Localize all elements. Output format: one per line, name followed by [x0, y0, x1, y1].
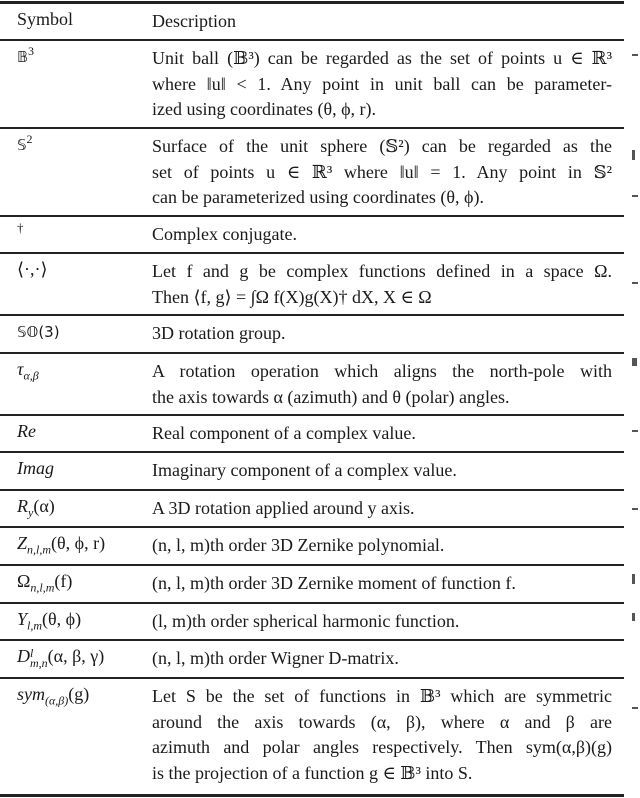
header-rule — [0, 39, 624, 41]
row-rule — [0, 352, 624, 354]
row-rule — [0, 314, 624, 316]
symbol-cell: Imag — [17, 458, 54, 478]
symbol-cell: Re — [17, 421, 36, 441]
description-cell: Let S be the set of functions in 𝔹³ which are symmetric around the axis towards (α, β), where α and β are azimuth and polar angles respectively. Then sym(α,β)(g) is the projection of a function g ∈ 𝔹³ into S. — [152, 686, 612, 783]
bottom-rule — [0, 794, 624, 797]
row-rule — [0, 602, 624, 604]
symbol-cell: $Z_{n,l,m}(\theta$, ϕ, r) — [17, 533, 106, 557]
cropped-text-fragment — [632, 358, 637, 366]
symbol-cell: $R_y(\alpha)$ — [17, 496, 55, 520]
row-rule — [0, 526, 624, 528]
cropped-text-fragment — [632, 430, 638, 432]
symbol-cell: 𝔹$^3$ — [17, 44, 34, 66]
symbol-cell: $\tau_{\alpha,\beta}$ — [17, 359, 39, 383]
row-rule — [0, 414, 624, 416]
description-cell: A rotation operation which aligns the north-pole with the axis towards α (azimuth) and θ (polar) angles. — [152, 361, 612, 407]
description-cell: (l, m)th order spherical harmonic function. — [152, 611, 460, 631]
description-cell: Let f and g be complex functions defined in a space Ω. Then ⟨f, g⟩ = ∫Ω f(X)g(X)† dX, X ∈ Ω — [152, 261, 612, 307]
description-cell: Surface of the unit sphere (𝕊²) can be regarded as the set of points u ∈ ℝ³ where ‖u‖ = 1. Any point in 𝕊² can be parameterized using coordinates (θ, ϕ). — [152, 136, 612, 207]
cropped-text-fragment — [632, 613, 635, 621]
symbol-cell: sym$_{(\alpha,\beta)}$(g) — [17, 684, 90, 708]
row-rule — [0, 639, 624, 641]
cropped-text-fragment — [632, 54, 638, 56]
symbol-cell: $\Omega_{n,l,m}(f)$ — [17, 571, 73, 595]
row-rule — [0, 677, 624, 679]
header-description: Description — [152, 11, 236, 31]
row-rule — [0, 252, 624, 254]
description-cell: 3D rotation group. — [152, 323, 286, 343]
symbol-cell: ⟨·,·⟩ — [17, 259, 48, 279]
cropped-text-fragment — [632, 574, 635, 584]
symbol-cell: † — [17, 220, 24, 235]
row-rule — [0, 451, 624, 453]
description-cell: (n, l, m)th order 3D Zernike moment of function f. — [152, 573, 516, 593]
cropped-text-fragment — [632, 707, 638, 709]
row-rule — [0, 489, 624, 491]
description-cell: (n, l, m)th order Wigner D-matrix. — [152, 648, 399, 668]
top-rule — [0, 1, 624, 4]
symbol-cell: 𝕊$^2$ — [17, 132, 33, 154]
header-symbol: Symbol — [17, 9, 74, 29]
description-cell: Unit ball (𝔹³) can be regarded as the set of points u ∈ ℝ³ where ‖u‖ < 1. Any point in unit ball can be parameter- ized using coordinates (θ, ϕ, r). — [152, 48, 612, 119]
cropped-text-fragment — [632, 150, 635, 160]
symbol-cell: D l m,n (α, β, γ) — [17, 645, 105, 670]
symbol-cell: $Y_{l,m}(\theta$, ϕ) — [17, 609, 82, 633]
description-cell: Complex conjugate. — [152, 224, 297, 244]
symbol-cell: 𝕊𝕆(3) — [17, 323, 60, 341]
description-cell: Imaginary component of a complex value. — [152, 460, 457, 480]
row-rule — [0, 215, 624, 217]
description-cell: Real component of a complex value. — [152, 423, 416, 443]
description-cell: (n, l, m)th order 3D Zernike polynomial. — [152, 535, 445, 555]
cropped-text-fragment — [632, 282, 638, 284]
row-rule — [0, 564, 624, 566]
cropped-text-fragment — [632, 195, 638, 197]
description-cell: A 3D rotation applied around y axis. — [152, 498, 415, 518]
row-rule — [0, 127, 624, 129]
cropped-text-fragment — [632, 508, 638, 510]
